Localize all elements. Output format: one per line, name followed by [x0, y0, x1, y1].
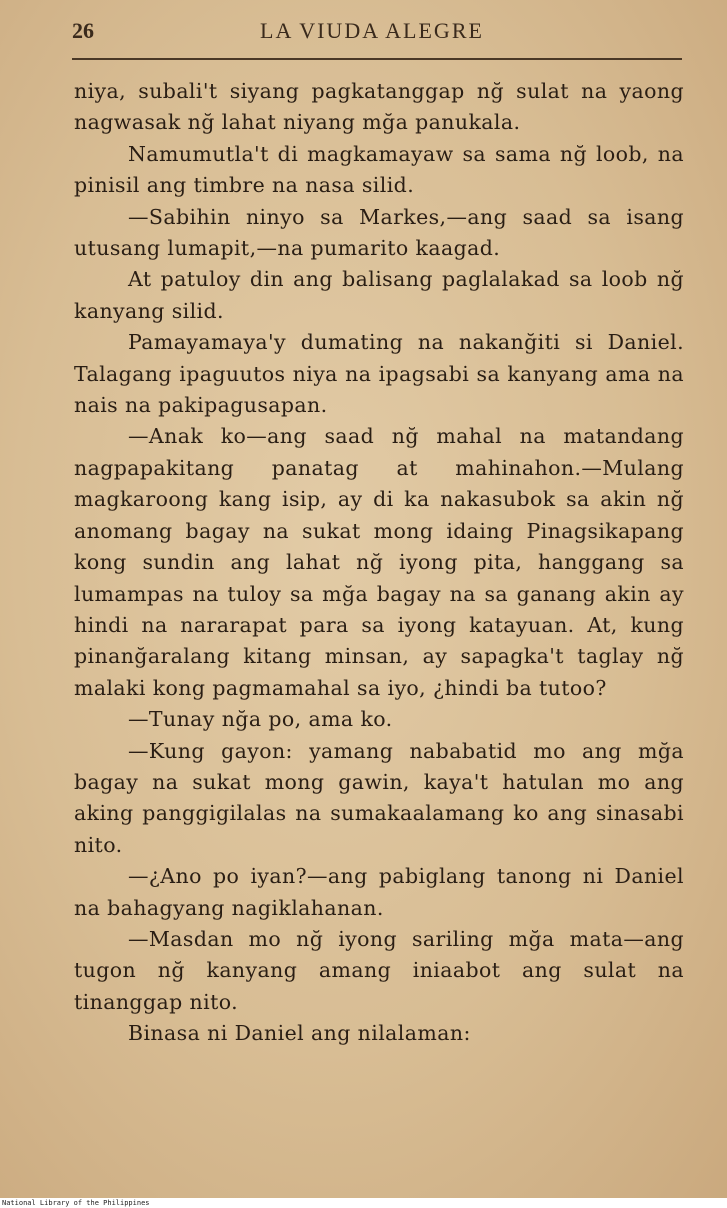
paragraph: —Anak ko—ang saad nğ mahal na matandang nagpapakitang panatag at mahinahon.—Mulang magkaroong kang isip, ay di ka nakasubok sa akin nğ anomang bagay na sukat mong idaing Pinagsikapang kong sundin ang lahat nğ iyong pita, hanggang sa lumampas na tuloy sa mğa bagay na sa ganang akin ay hindi na nararapat para sa iyong katayuan. At, kung pinanğaralang kitang minsan, ay sapagka't taglay nğ malaki kong pagmamahal sa iyo, ¿hindi ba tutoo?	[74, 424, 684, 700]
paragraph: —Masdan mo nğ iyong sariling mğa mata—ang tugon nğ kanyang amang iniaabot ang sulat na tinanggap nito.	[74, 926, 684, 1014]
paragraph: —¿Ano po iyan?—ang pabiglang tanong ni Daniel na bahagyang nagiklahanan.	[74, 864, 684, 920]
running-title: LA VIUDA ALEGRE	[260, 18, 484, 43]
header-rule	[72, 58, 682, 60]
paragraph: niya, subali't siyang pagkatanggap nğ sulat na yaong nagwasak nğ lahat niyang mğa panukala.	[74, 79, 684, 135]
page-number: 26	[72, 18, 94, 43]
footer	[0, 1198, 727, 1208]
paragraph: Pamayamaya'y dumating na nakanğiti si Daniel. Talagang ipaguutos niya na ipagsabi sa kanyang ama na nais na pakipagusapan.	[74, 330, 684, 418]
paragraph: —Sabihin ninyo sa Markes,—ang saad sa isang utusang lumapit,—na pumarito kaagad.	[74, 204, 684, 261]
footer-credit: National Library of the Philippines	[2, 1199, 150, 1207]
paragraph: At patuloy din ang balisang paglalakad sa loob nğ kanyang silid.	[74, 267, 684, 323]
page-header	[72, 14, 680, 50]
body-text	[74, 76, 684, 1050]
paragraph: —Kung gayon: yamang nababatid mo ang mğa bagay na sukat mong gawin, kaya't hatulan mo ang aking panggigilalas na sumakaalamang ko ang sinasabi nito.	[74, 738, 684, 857]
paragraph: Binasa ni Daniel ang nilalaman:	[128, 1021, 471, 1046]
paragraph: —Tunay nğa po, ama ko.	[128, 707, 393, 732]
paragraph: Namumutla't di magkamayaw sa sama nğ loob, na pinisil ang timbre na nasa silid.	[74, 141, 684, 198]
